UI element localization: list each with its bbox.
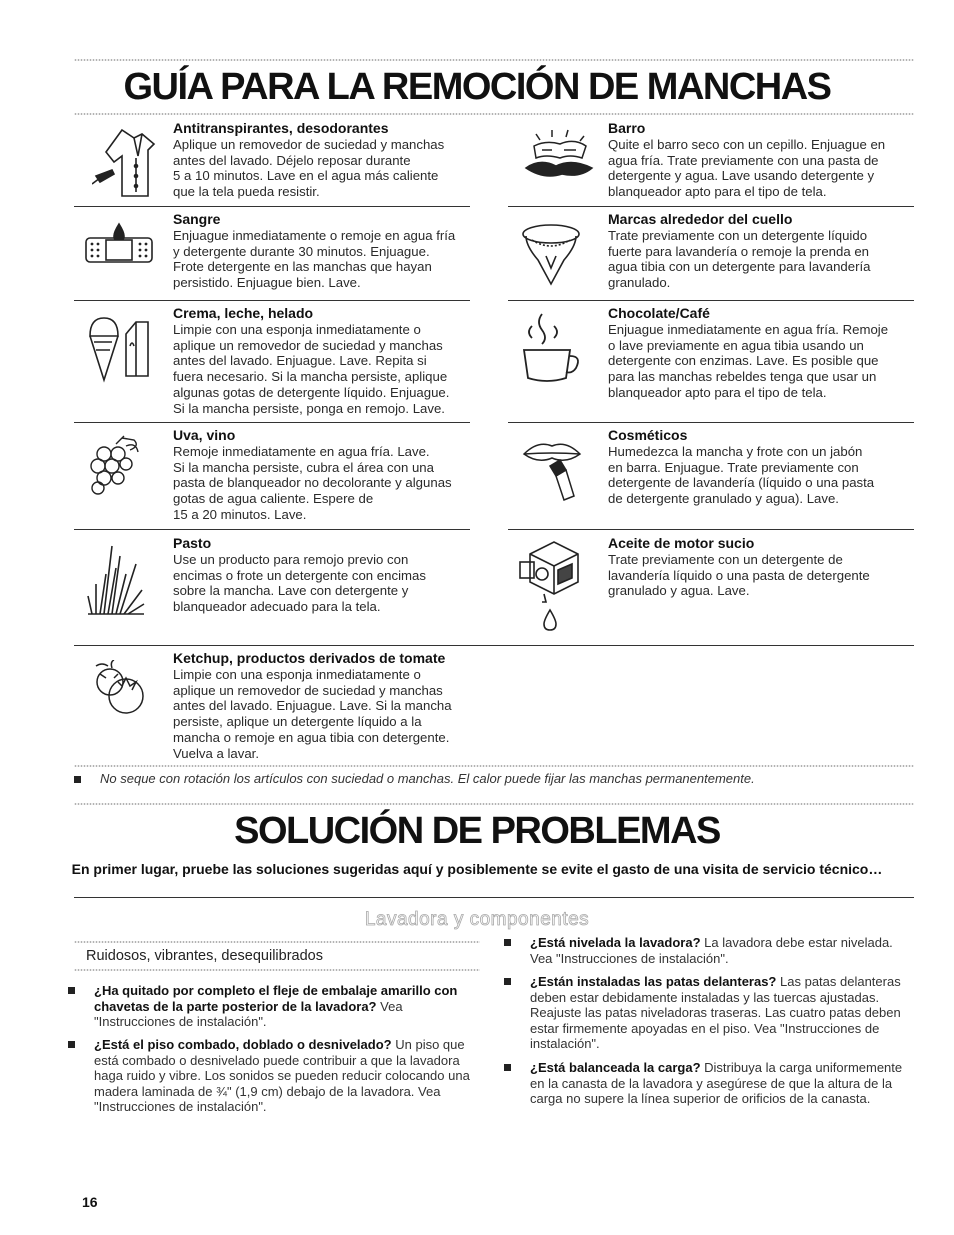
bandage-icon — [84, 222, 154, 266]
troubleshooting-intro: En primer lugar, pruebe las soluciones sugeridas aquí y posiblemente se evite el gasto de una visita de servicio técnico… — [71, 861, 883, 877]
stain-entry — [173, 535, 473, 615]
troubleshoot-item — [530, 974, 914, 1052]
stain-text: Enjuague inmediatamente o remoje en agua fría y detergente durante 30 minutos. Enjuague. Frote detergente en las manchas que hayan persistido. Enjuague bien. Lave. — [173, 228, 456, 291]
troubleshoot-item — [94, 983, 472, 1030]
bullet-icon — [68, 987, 75, 994]
stain-note — [82, 771, 755, 786]
coffee-cup-icon — [520, 312, 582, 384]
intro-rule — [74, 897, 914, 898]
stain-entry — [608, 427, 908, 507]
answer: Un piso que está combado o desnivelado puede contribuir a que la lavadora haga ruido y vibre. Los sonidos se pueden reducir colocando una madera laminada de ¾" (1,9 cm) debajo de la lavadora. Vea "Instrucciones de instalación". — [94, 1037, 470, 1115]
row-divider — [508, 529, 914, 530]
stain-title: Aceite de motor sucio — [608, 535, 755, 551]
row-divider — [508, 422, 914, 423]
subsection-heading: Lavadora y componentes — [364, 909, 590, 930]
stain-text: Quite el barro seco con un cepillo. Enjuague en agua fría. Trate previamente con una pasta de detergente y agua. Lave usando detergente y blanqueador apto para el tipo de tela. — [608, 137, 886, 200]
row-divider — [74, 529, 470, 530]
stain-title: Chocolate/Café — [608, 305, 710, 321]
stain-entry — [173, 120, 473, 200]
stain-entry — [173, 427, 473, 523]
stain-title: Ketchup, productos derivados de tomate — [173, 650, 446, 666]
question: ¿Están instaladas las patas delanteras? — [530, 974, 777, 989]
stain-text: Limpie con una esponja inmediatamente o aplique un removedor de suciedad y manchas antes del lavado. Enjuague. Lave. Si la mancha persiste, aplique un detergente líquido a la mancha o remoje en agua tibia con detergente. Vuelva a lavar. — [173, 667, 452, 761]
stain-text: Aplique un removedor de suciedad y manchas antes del lavado. Déjelo reposar durante 5 a 10 minutos. Lave en el agua más caliente que la tela pueda resistir. — [173, 137, 445, 200]
troubleshooting-title: SOLUCIÓN DE PROBLEMAS — [234, 810, 720, 852]
row-divider — [74, 645, 914, 646]
shirt-spray-icon — [92, 126, 160, 200]
answer: Las patas delanteras deben estar debidamente instaladas y las tuercas ajustadas. Reajuste las patas niveladoras traseras. Las cuatro patas deben estar firmemente apoyadas en el piso. Vea "Instrucciones de instalación". — [530, 974, 901, 1052]
stain-entry — [173, 650, 483, 761]
row-divider — [74, 422, 470, 423]
bullet-icon — [504, 939, 511, 946]
note-rule — [74, 764, 914, 768]
row-divider — [74, 206, 470, 207]
stain-text: Remoje inmediatamente en agua fría. Lave. Si la mancha persiste, cubra el área con una pasta de blanqueador no decolorante y algunas gotas de agua caliente. Espere de 15 a 20 minutos. Lave. — [173, 444, 452, 522]
lipstick-icon — [522, 436, 584, 502]
ice-cream-milk-icon — [86, 310, 152, 386]
stain-title: Marcas alrededor del cuello — [608, 211, 793, 227]
page-number: 16 — [82, 1194, 98, 1210]
bullet-icon — [68, 1041, 75, 1048]
stain-title: Sangre — [173, 211, 221, 227]
mud-icon — [522, 128, 596, 182]
row-divider — [74, 300, 470, 301]
stain-text: Trate previamente con un detergente líquido fuerte para lavandería o remoje la prenda en agua tibia con un detergente para lavandería granulado. — [608, 228, 871, 291]
top-rule — [74, 58, 914, 62]
question: ¿Ha quitado por completo el fleje de embalaje amarillo con chavetas de la parte posterior de la lavadora? — [94, 983, 458, 1014]
question: ¿Está balanceada la carga? — [530, 1060, 701, 1075]
troubleshoot-item — [94, 1037, 472, 1115]
stain-title: Barro — [608, 120, 646, 136]
stain-entry — [608, 211, 908, 291]
stain-entry — [173, 305, 473, 416]
stain-guide-title: GUÍA PARA LA REMOCIÓN DE MANCHAS — [123, 66, 831, 108]
question: ¿Está nivelada la lavadora? — [530, 935, 701, 950]
category-rule — [74, 940, 480, 944]
bullet-icon — [504, 1064, 511, 1071]
troubleshoot-item — [530, 935, 914, 966]
stain-entry — [608, 535, 908, 599]
grass-icon — [86, 544, 146, 616]
row-divider — [508, 206, 914, 207]
stain-title: Crema, leche, helado — [173, 305, 314, 321]
bullet-icon — [504, 978, 511, 985]
stain-entry — [608, 120, 908, 200]
stain-title: Uva, vino — [173, 427, 236, 443]
stain-text: Enjuague inmediatamente en agua fría. Remoje o lave previamente en agua tibia usando un detergente con enzimas. Lave. Es posible que para las manchas rebeldes tenga que usar un blanqueador apto para el tipo de tela. — [608, 322, 889, 400]
section-rule — [74, 802, 914, 806]
stain-text: Limpie con una esponja inmediatamente o aplique un removedor de suciedad y manchas antes del lavado. Enjuague. Lave. Repita si fuera necesario. Si la mancha persiste, aplique algunas gotas de detergente líquido. Enjuague. Si la mancha persiste, ponga en remojo. Lave. — [173, 322, 450, 416]
category-title: Ruidosos, vibrantes, desequilibrados — [86, 948, 323, 964]
question: ¿Está el piso combado, doblado o desnivelado? — [94, 1037, 392, 1052]
stain-text: Humedezca la mancha y frote con un jabón en barra. Enjuague. Trate previamente con detergente de lavandería (líquido o una pasta de detergente granulado y agua). Lave. — [608, 444, 875, 507]
stain-text: Trate previamente con un detergente de lavandería líquido o una pasta de detergente granulado y agua. Lave. — [608, 552, 870, 599]
stain-title: Cosméticos — [608, 427, 688, 443]
category-rule — [74, 968, 480, 972]
stain-entry — [173, 211, 473, 291]
answer: Distribuya la carga uniformemente en la canasta de la lavadora y asegúrese de que la altura de la carga no supere la línea superior de orificios de la canasta. — [530, 1060, 903, 1107]
grapes-icon — [86, 434, 144, 496]
stain-title: Antitranspirantes, desodorantes — [173, 120, 389, 136]
answer: Vea "Instrucciones de instalación". — [94, 998, 403, 1030]
collar-icon — [518, 222, 584, 288]
stain-entry — [608, 305, 908, 401]
engine-oil-icon — [514, 538, 586, 632]
stain-title: Pasto — [173, 535, 212, 551]
row-divider — [508, 300, 914, 301]
note-text: No seque con rotación los artículos con suciedad o manchas. El calor puede fijar las manchas permanentemente. — [100, 771, 755, 786]
tomato-icon — [88, 660, 148, 716]
stain-text: Use un producto para remojo previo con encimas o frote un detergente con encimas sobre la mancha. Lave con detergente y blanqueador adecuado para la tela. — [173, 552, 426, 615]
troubleshoot-item — [530, 1060, 914, 1107]
answer: La lavadora debe estar nivelada. Vea "Instrucciones de instalación". — [530, 935, 893, 966]
title-rule — [74, 112, 914, 116]
bullet-icon — [74, 776, 81, 783]
